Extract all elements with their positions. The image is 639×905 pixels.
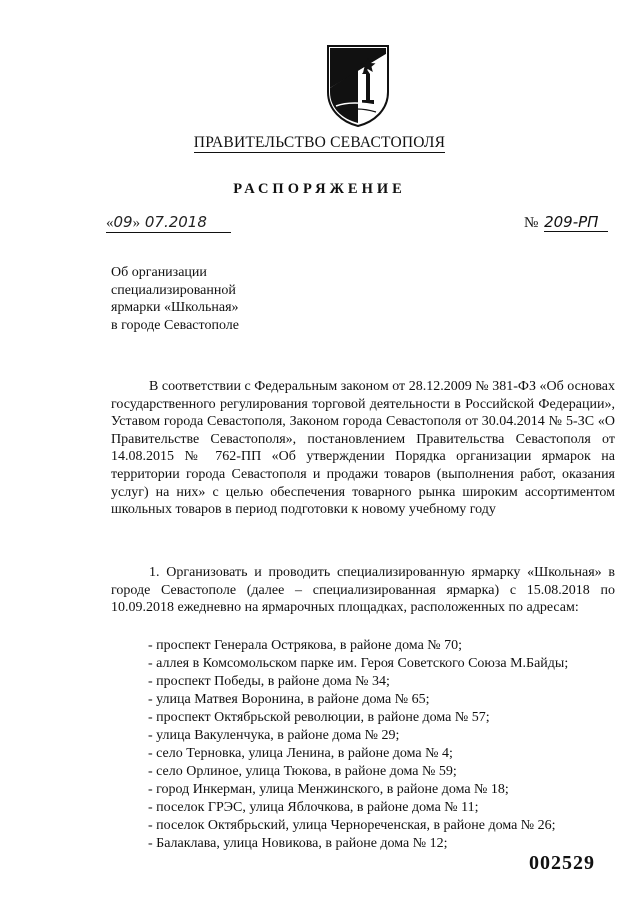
subject-line: Об организации <box>111 265 207 280</box>
subject-line: в городе Севастополе <box>111 317 239 333</box>
number-sign: № <box>524 215 539 231</box>
number-value: 209-РП <box>544 213 608 232</box>
address-item: - аллея в Комсомольском парке им. Героя Советского Союза М.Байды; <box>148 656 569 671</box>
address-item: - проспект Октябрьской революции, в районе дома № 57; <box>148 710 490 725</box>
government-name-text: ПРАВИТЕЛЬСТВО СЕВАСТОПОЛЯ <box>193 134 446 151</box>
address-item: - село Терновка, улица Ленина, в районе дома № 4; <box>148 746 453 761</box>
date-month-year: 07.2018 <box>140 213 207 231</box>
document-serial-code: 002529 <box>529 852 595 874</box>
address-item: - село Орлиное, улица Тюкова, в районе дома № 59; <box>148 764 457 779</box>
address-item: - улица Матвея Воронина, в районе дома № 65; <box>148 692 430 707</box>
address-item: - улица Вакуленчука, в районе дома № 29; <box>148 728 400 743</box>
government-name <box>0 134 639 152</box>
address-item: - проспект Генерала Острякова, в районе дома № 70; <box>148 638 463 653</box>
item-1-paragraph: 1. Организовать и проводить специализированную ярмарку «Школьная» в городе Севастополе (далее – специализированная ярмарка) с 15.08.2018 по 10.09.2018 ежедневно на ярмарочных площадках, расположенных по адресам: <box>111 565 615 616</box>
coat-of-arms-graphic <box>322 44 394 128</box>
document-date <box>106 213 231 233</box>
date-day: 09 <box>113 213 133 231</box>
date-open-quote: « <box>106 215 114 231</box>
document-type-heading: РАСПОРЯЖЕНИЕ <box>233 181 406 197</box>
document-number <box>524 213 608 232</box>
address-item: - город Инкерман, улица Менжинского, в районе дома № 18; <box>148 782 509 797</box>
address-list <box>148 637 568 853</box>
address-item: - Балаклава, улица Новикова, в районе дома № 12; <box>148 836 448 851</box>
date-close-quote: » <box>132 215 141 231</box>
subject-line: ярмарки «Школьная» <box>111 300 239 315</box>
address-item: - поселок ГРЭС, улица Яблочкова, в районе дома № 11; <box>148 800 479 815</box>
coat-of-arms-icon <box>322 44 394 128</box>
address-item: - поселок Октябрьский, улица Чернореченская, в районе дома № 26; <box>148 818 556 833</box>
address-item: - проспект Победы, в районе дома № 34; <box>148 674 390 689</box>
preamble-paragraph: В соответствии с Федеральным законом от 28.12.2009 № 381-ФЗ «Об основах государственного регулирования торговой деятельности в Российской Федерации», Уставом города Севастополя, Законом города Севастополя от 30.04.2014 № 5-ЗС «О Правительстве Севастополя», постановлением Правительства Севастополя от 14.08.2015 № 762-ПП «Об утверждении Порядка организации ярмарок на территории города Севастополя и продажи товаров (выполнения работ, оказания услуг) на них» с целью обеспечения товарного рынка широким ассортиментом школьных товаров в период подготовки к новому учебному году <box>111 379 615 518</box>
document-subject <box>111 264 239 334</box>
subject-line: специализированной <box>111 282 236 298</box>
